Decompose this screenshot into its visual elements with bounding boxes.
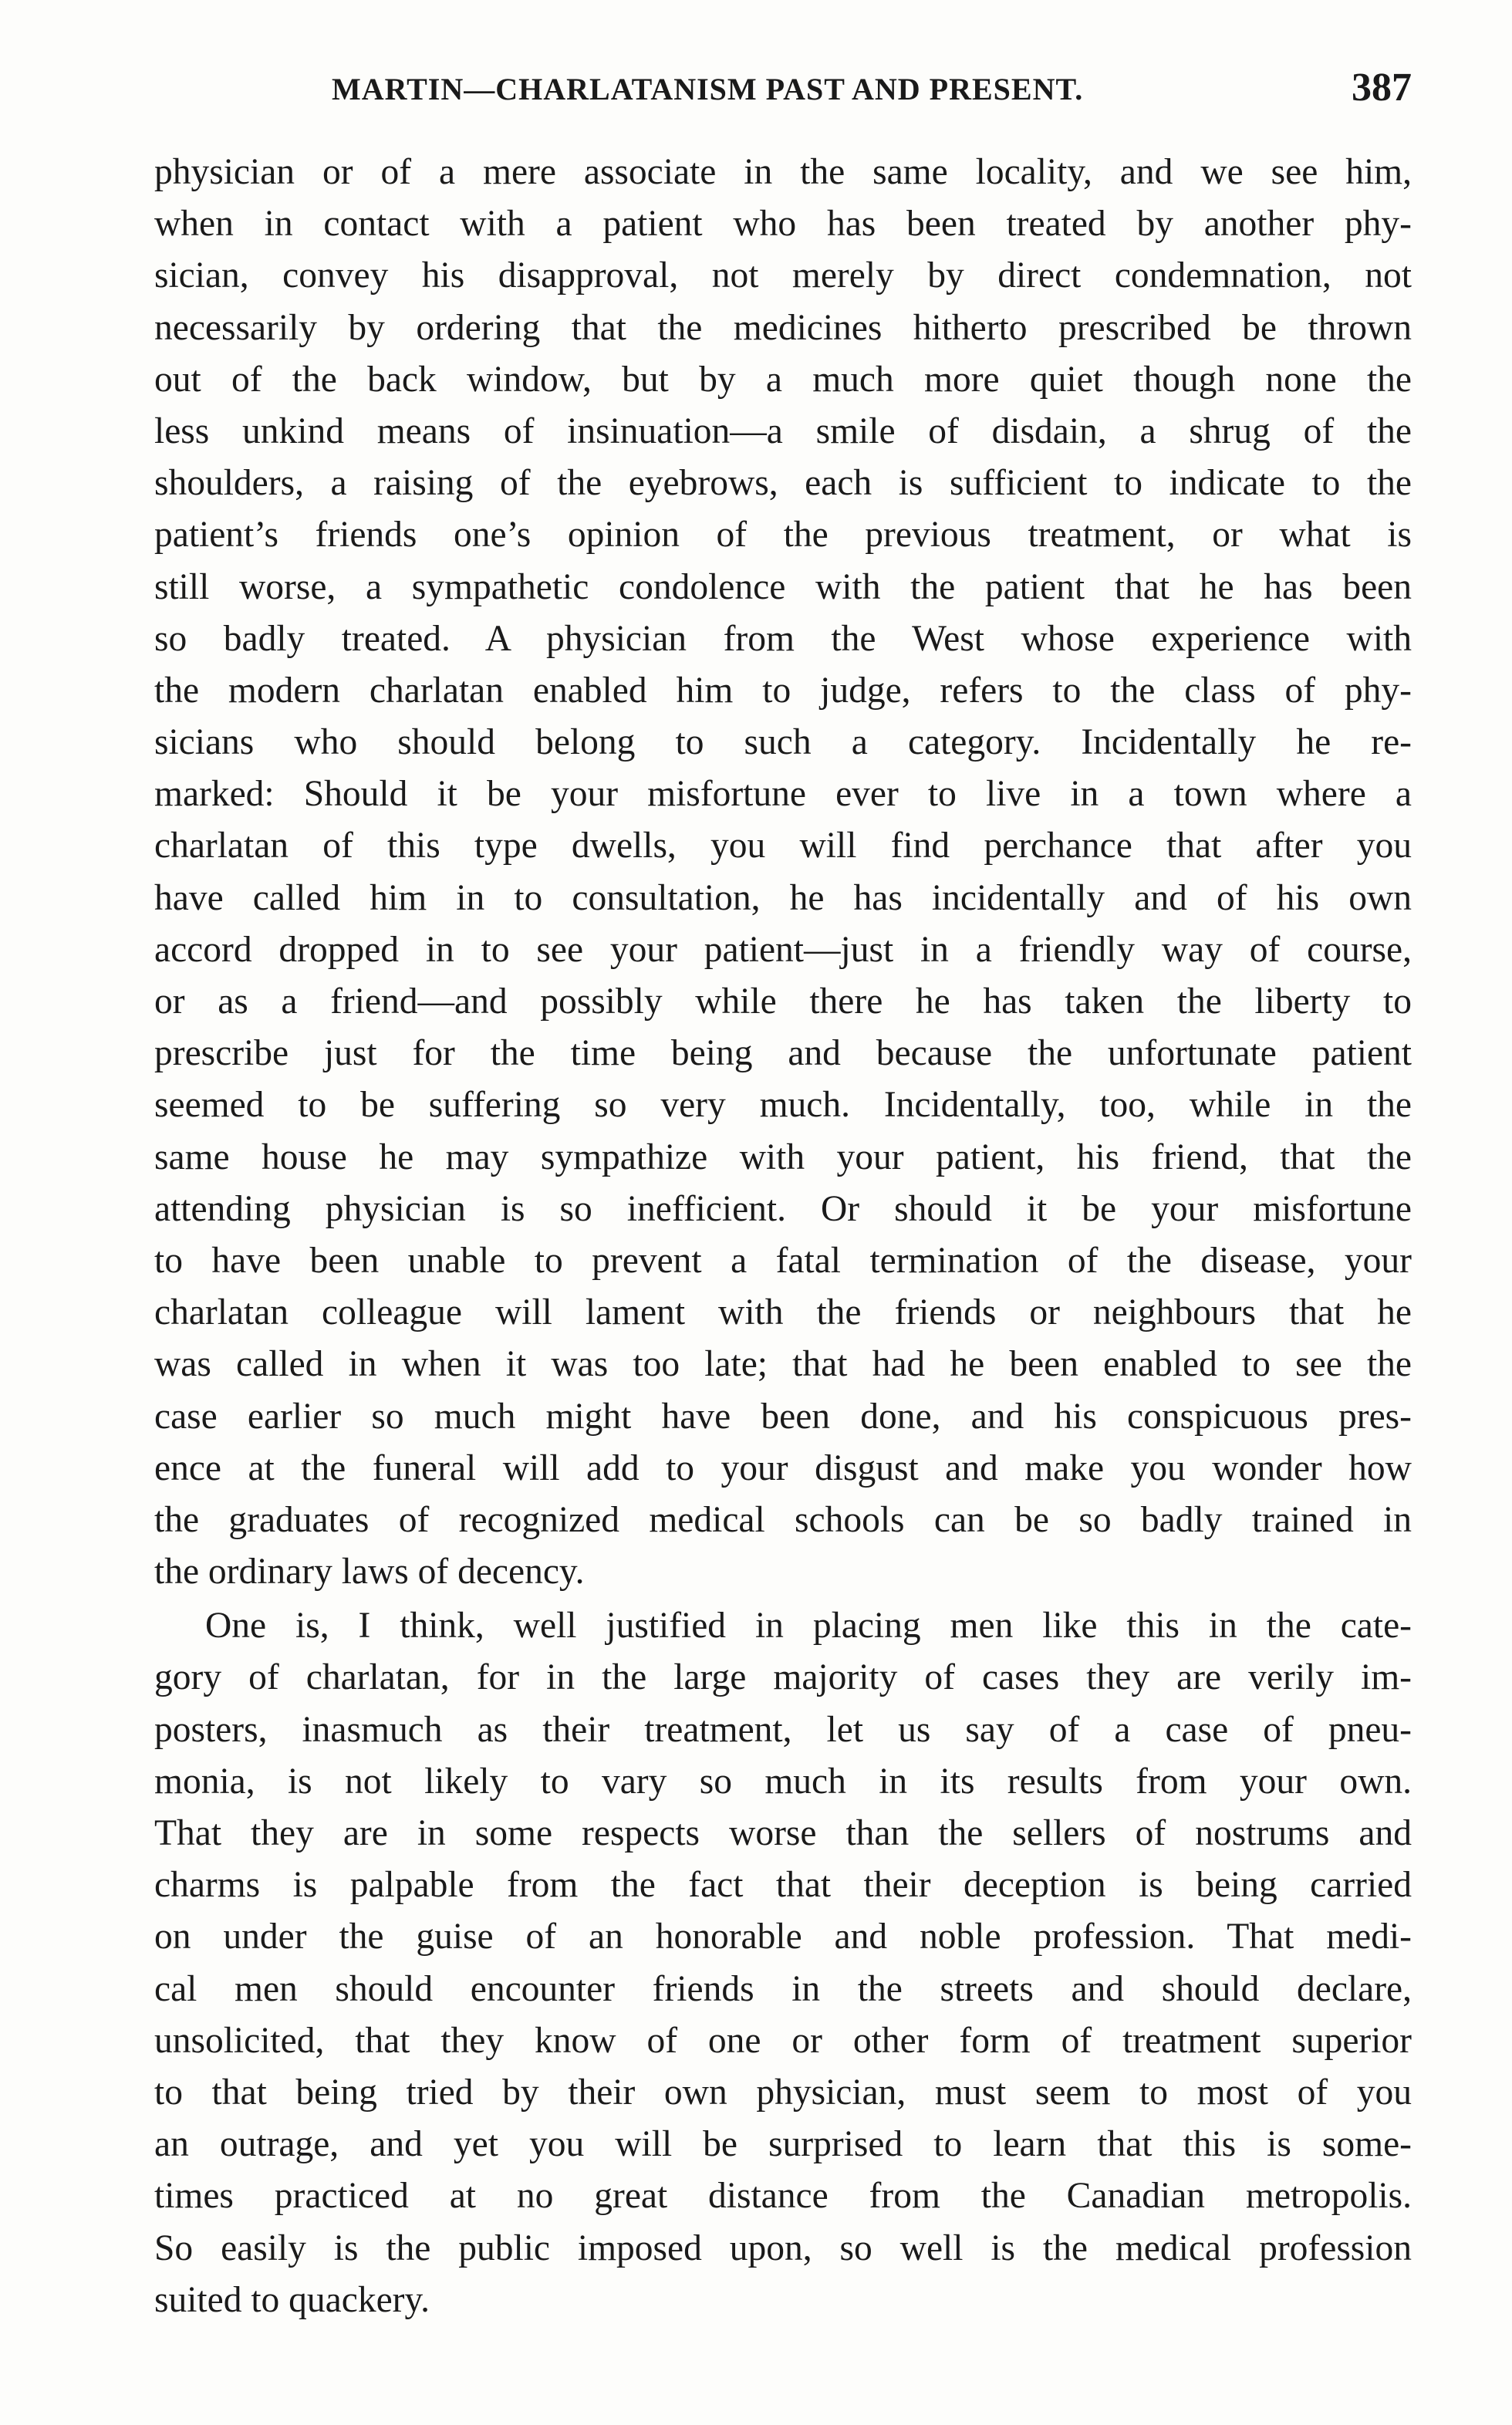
running-title: MARTIN—CHARLATANISM PAST AND PRESENT. — [332, 72, 1084, 106]
text-line: seemed to be suffering so very much. Incidentally, too, while in the — [154, 1085, 1412, 1126]
text-line: posters, inasmuch as their treatment, let us say of a case of pneu- — [154, 1709, 1412, 1750]
text-line: to that being tried by their own physician, must seem to most of you — [154, 2072, 1412, 2113]
text-line: charms is palpable from the fact that their deception is being carried — [154, 1865, 1412, 1906]
text-line: when in contact with a patient who has been treated by another phy- — [154, 204, 1412, 245]
text-line: was called in when it was too late; that had he been enabled to see the — [154, 1344, 1412, 1385]
text-line: So easily is the public imposed upon, so well is the medical profession — [154, 2227, 1412, 2268]
text-line: still worse, a sympathetic condolence with the patient that he has been — [154, 566, 1412, 607]
text-line: patient’s friends one’s opinion of the previous treatment, or what is — [154, 515, 1412, 556]
text-line: sician, convey his disapproval, not merely by direct condemnation, not — [154, 255, 1412, 296]
text-line: suited to quackery. — [154, 2279, 430, 2320]
text-line: case earlier so much might have been done, and his conspicuous pres- — [154, 1396, 1412, 1437]
text-line: to have been unable to prevent a fatal termination of the disease, your — [154, 1240, 1412, 1281]
text-line: out of the back window, but by a much more quiet though none the — [154, 359, 1412, 400]
text-line: same house he may sympathize with your patient, his friend, that the — [154, 1137, 1412, 1177]
text-line: sicians who should belong to such a category. Incidentally he re- — [154, 722, 1412, 763]
text-line: One is, I think, well justified in placing men like this in the cate- — [205, 1606, 1412, 1647]
text-line: have called him in to consultation, he has incidentally and of his own — [154, 877, 1412, 918]
text-line: unsolicited, that they know of one or other form of treatment superior — [154, 2020, 1412, 2061]
page-number: 387 — [1352, 66, 1412, 110]
text-line: shoulders, a raising of the eyebrows, each is sufficient to indicate to the — [154, 463, 1412, 504]
text-line: physician or of a mere associate in the same locality, and we see him, — [154, 152, 1412, 192]
text-line: accord dropped in to see your patient—just in a friendly way of course, — [154, 929, 1412, 970]
text-line: ence at the funeral will add to your disgust and make you wonder how — [154, 1447, 1412, 1488]
text-line: the modern charlatan enabled him to judge, refers to the class of phy- — [154, 670, 1412, 711]
body-text — [154, 147, 1412, 2326]
text-line: charlatan of this type dwells, you will find perchance that after you — [154, 826, 1412, 866]
text-line: marked: Should it be your misfortune ever to live in a town where a — [154, 774, 1412, 815]
text-line: an outrage, and yet you will be surprised to learn that this is some- — [154, 2124, 1412, 2165]
text-line: gory of charlatan, for in the large majority of cases they are verily im- — [154, 1657, 1412, 1698]
text-line: charlatan colleague will lament with the friends or neighbours that he — [154, 1292, 1412, 1333]
text-line: less unkind means of insinuation—a smile of disdain, a shrug of the — [154, 410, 1412, 451]
text-line: on under the guise of an honorable and noble profession. That medi- — [154, 1917, 1412, 1957]
text-line: the graduates of recognized medical schools can be so badly trained in — [154, 1499, 1412, 1540]
text-line: or as a friend—and possibly while there he has taken the liberty to — [154, 981, 1412, 1022]
text-line: prescribe just for the time being and because the unfortunate patient — [154, 1033, 1412, 1074]
text-line: monia, is not likely to vary so much in its results from your own. — [154, 1761, 1412, 1802]
text-line: necessarily by ordering that the medicines hitherto prescribed be thrown — [154, 307, 1412, 348]
text-line: cal men should encounter friends in the streets and should declare, — [154, 1968, 1412, 2009]
text-line: the ordinary laws of decency. — [154, 1552, 585, 1592]
text-line: attending physician is so inefficient. Or should it be your misfortune — [154, 1188, 1412, 1229]
text-line: so badly treated. A physician from the West whose experience with — [154, 618, 1412, 659]
running-head — [147, 66, 1412, 125]
text-line: That they are in some respects worse than the sellers of nostrums and — [154, 1813, 1412, 1853]
text-line: times practiced at no great distance from the Canadian metropolis. — [154, 2176, 1412, 2217]
